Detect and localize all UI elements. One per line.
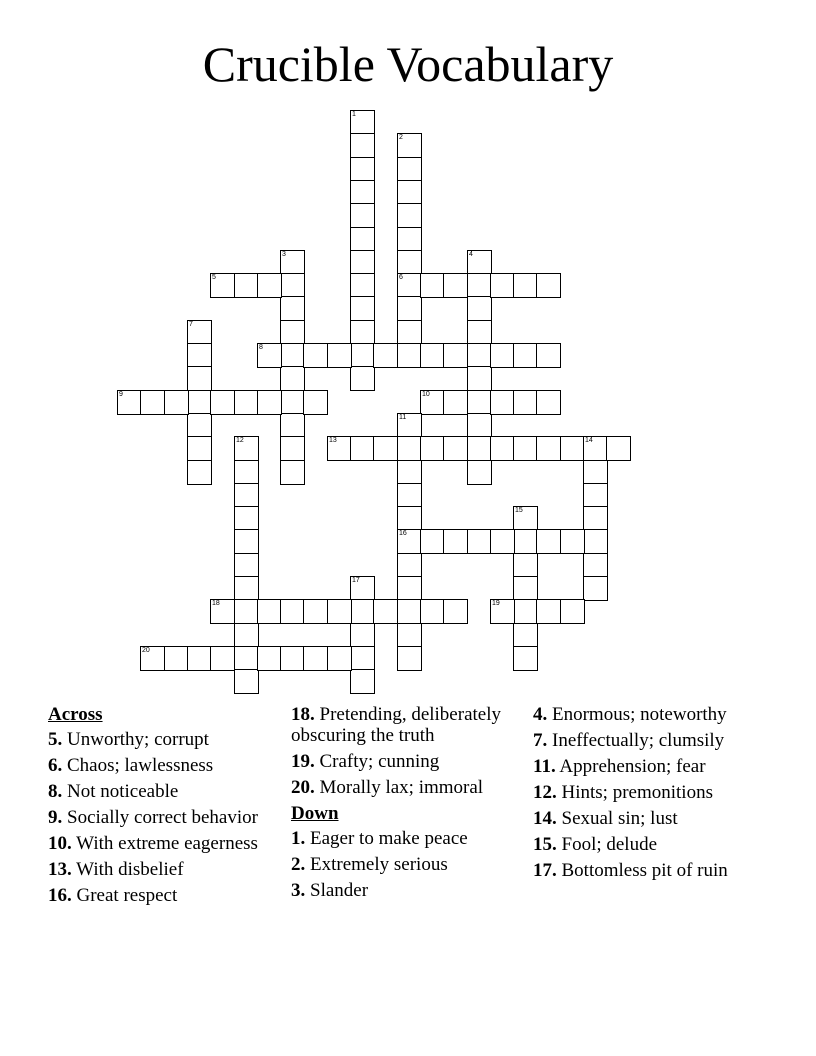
grid-cell[interactable] xyxy=(583,483,608,508)
grid-cell[interactable] xyxy=(490,529,515,554)
grid-cell[interactable] xyxy=(513,646,538,671)
grid-cell[interactable] xyxy=(234,623,259,648)
clue-number-label: 14. xyxy=(533,808,557,829)
grid-cell[interactable] xyxy=(234,529,259,554)
grid-cell[interactable] xyxy=(397,529,422,554)
clue-item xyxy=(291,854,531,875)
grid-cell[interactable] xyxy=(280,320,305,345)
grid-cell[interactable] xyxy=(606,436,631,461)
grid-cell[interactable] xyxy=(187,390,212,415)
clue-number-label: 8. xyxy=(48,781,63,802)
clue-number-label: 12. xyxy=(533,782,557,803)
grid-cell[interactable] xyxy=(280,599,305,624)
clue-number-label: 1. xyxy=(291,828,306,849)
grid-cell[interactable] xyxy=(257,273,282,298)
grid-cell[interactable] xyxy=(327,599,352,624)
grid-cell[interactable] xyxy=(583,553,608,578)
grid-cell[interactable] xyxy=(467,390,492,415)
grid-cell[interactable] xyxy=(280,296,305,321)
grid-cell[interactable] xyxy=(443,529,468,554)
grid-cell[interactable] xyxy=(234,390,259,415)
grid-cell[interactable] xyxy=(467,436,492,461)
grid-cell[interactable] xyxy=(280,366,305,391)
grid-cell[interactable] xyxy=(583,529,608,554)
grid-cell[interactable] xyxy=(397,646,422,671)
grid-cell[interactable] xyxy=(513,506,538,531)
grid-cell[interactable] xyxy=(397,576,422,601)
grid-cell[interactable] xyxy=(234,599,259,624)
grid-cell[interactable] xyxy=(490,436,515,461)
grid-cell[interactable] xyxy=(350,203,375,228)
grid-cell[interactable] xyxy=(303,390,328,415)
grid-cell[interactable] xyxy=(420,436,445,461)
clue-item xyxy=(48,729,288,750)
grid-cell[interactable] xyxy=(234,576,259,601)
grid-cell[interactable] xyxy=(350,320,375,345)
clue-number: 5 xyxy=(212,274,216,281)
grid-cell[interactable] xyxy=(280,413,305,438)
clue-text: Apprehension; fear xyxy=(555,756,706,777)
grid-cell[interactable] xyxy=(280,343,305,368)
clue-number: 1 xyxy=(352,111,356,118)
grid-cell[interactable] xyxy=(350,436,375,461)
clue-item xyxy=(48,833,288,854)
grid-cell[interactable] xyxy=(560,599,585,624)
grid-cell[interactable] xyxy=(210,599,235,624)
clue-column-2 xyxy=(291,704,531,906)
grid-cell[interactable] xyxy=(303,343,328,368)
grid-cell[interactable] xyxy=(420,390,445,415)
clue-number-label: 16. xyxy=(48,885,72,906)
clue-item xyxy=(533,756,768,777)
clue-number: 19 xyxy=(492,600,500,607)
grid-cell[interactable] xyxy=(467,296,492,321)
clue-text: With extreme eagerness xyxy=(71,833,258,854)
grid-cell[interactable] xyxy=(327,646,352,671)
clue-text: Crafty; cunning xyxy=(314,751,440,772)
grid-cell[interactable] xyxy=(560,529,585,554)
grid-cell[interactable] xyxy=(583,506,608,531)
grid-cell[interactable] xyxy=(327,343,352,368)
grid-cell[interactable] xyxy=(536,390,561,415)
grid-cell[interactable] xyxy=(443,343,468,368)
grid-cell[interactable] xyxy=(583,436,608,461)
grid-cell[interactable] xyxy=(280,273,305,298)
grid-cell[interactable] xyxy=(397,180,422,205)
grid-cell[interactable] xyxy=(350,366,375,391)
grid-cell[interactable] xyxy=(397,623,422,648)
grid-cell[interactable] xyxy=(350,599,375,624)
grid-cell[interactable] xyxy=(513,529,538,554)
clue-number-label: 4. xyxy=(533,704,548,725)
grid-cell[interactable] xyxy=(513,343,538,368)
clue-text: Fool; delude xyxy=(556,834,658,855)
clue-number: 15 xyxy=(515,507,523,514)
grid-cell[interactable] xyxy=(397,436,422,461)
grid-cell[interactable] xyxy=(467,413,492,438)
clue-number: 7 xyxy=(189,321,193,328)
grid-cell[interactable] xyxy=(187,460,212,485)
grid-cell[interactable] xyxy=(234,646,259,671)
clue-number: 13 xyxy=(329,437,337,444)
grid-cell[interactable] xyxy=(280,436,305,461)
grid-cell[interactable] xyxy=(140,390,165,415)
clue-number: 8 xyxy=(259,344,263,351)
clue-text: With disbelief xyxy=(71,859,184,880)
grid-cell[interactable] xyxy=(513,553,538,578)
clue-text: Eager to make peace xyxy=(305,828,468,849)
grid-cell[interactable] xyxy=(536,529,561,554)
grid-cell[interactable] xyxy=(350,623,375,648)
grid-cell[interactable] xyxy=(467,460,492,485)
clue-text: Ineffectually; clumsily xyxy=(547,730,725,751)
grid-cell[interactable] xyxy=(187,343,212,368)
grid-cell[interactable] xyxy=(467,273,492,298)
clue-item xyxy=(533,730,768,751)
grid-cell[interactable] xyxy=(187,366,212,391)
clue-number-label: 13. xyxy=(48,859,72,880)
clue-text: Not noticeable xyxy=(62,781,179,802)
clue-number: 2 xyxy=(399,134,403,141)
clue-number-label: 10. xyxy=(48,833,72,854)
clue-item xyxy=(291,751,531,772)
grid-cell[interactable] xyxy=(350,343,375,368)
clue-number: 3 xyxy=(282,251,286,258)
clue-number-label: 9. xyxy=(48,807,63,828)
grid-cell[interactable] xyxy=(397,599,422,624)
grid-cell[interactable] xyxy=(513,623,538,648)
clue-number-label: 18. xyxy=(291,704,315,725)
grid-cell[interactable] xyxy=(257,599,282,624)
grid-cell[interactable] xyxy=(234,273,259,298)
page-title: Crucible Vocabulary xyxy=(202,36,614,92)
clue-number: 10 xyxy=(422,391,430,398)
clue-column-3 xyxy=(533,704,768,886)
grid-cell[interactable] xyxy=(234,669,259,694)
clue-text: Morally lax; immoral xyxy=(314,777,484,798)
grid-cell[interactable] xyxy=(490,599,515,624)
clue-text: Enormous; noteworthy xyxy=(547,704,727,725)
clue-number-label: 7. xyxy=(533,730,548,751)
grid-cell[interactable] xyxy=(164,646,189,671)
grid-cell[interactable] xyxy=(397,133,422,158)
grid-cell[interactable] xyxy=(187,413,212,438)
grid-cell[interactable] xyxy=(420,343,445,368)
clue-number: 17 xyxy=(352,577,360,584)
grid-cell[interactable] xyxy=(350,157,375,182)
clue-number: 11 xyxy=(399,414,407,421)
grid-cell[interactable] xyxy=(373,599,398,624)
grid-cell[interactable] xyxy=(350,110,375,135)
grid-cell[interactable] xyxy=(210,390,235,415)
grid-cell[interactable] xyxy=(280,390,305,415)
grid-cell[interactable] xyxy=(350,250,375,275)
grid-cell[interactable] xyxy=(117,390,142,415)
grid-cell[interactable] xyxy=(467,366,492,391)
grid-cell[interactable] xyxy=(397,203,422,228)
clue-number: 12 xyxy=(236,437,244,444)
grid-cell[interactable] xyxy=(583,576,608,601)
grid-cell[interactable] xyxy=(257,390,282,415)
clue-item xyxy=(533,704,768,725)
grid-cell[interactable] xyxy=(443,390,468,415)
grid-cell[interactable] xyxy=(187,320,212,345)
grid-cell[interactable] xyxy=(420,273,445,298)
grid-cell[interactable] xyxy=(397,157,422,182)
down-header: Down xyxy=(291,803,339,824)
grid-cell[interactable] xyxy=(280,460,305,485)
clue-number-label: 17. xyxy=(533,860,557,881)
grid-cell[interactable] xyxy=(490,343,515,368)
clue-item xyxy=(533,782,768,803)
grid-cell[interactable] xyxy=(397,506,422,531)
grid-cell[interactable] xyxy=(397,227,422,252)
grid-cell[interactable] xyxy=(210,273,235,298)
clue-number: 20 xyxy=(142,647,150,654)
clue-number: 6 xyxy=(399,274,403,281)
grid-cell[interactable] xyxy=(443,273,468,298)
clue-item xyxy=(48,755,288,776)
grid-cell[interactable] xyxy=(397,320,422,345)
grid-cell[interactable] xyxy=(536,343,561,368)
clue-text: Pretending, deliberately obscuring the truth xyxy=(291,704,501,746)
grid-cell[interactable] xyxy=(257,343,282,368)
clue-number: 4 xyxy=(469,251,473,258)
clue-item xyxy=(533,860,768,881)
grid-cell[interactable] xyxy=(350,646,375,671)
grid-cell[interactable] xyxy=(397,483,422,508)
grid-cell[interactable] xyxy=(583,460,608,485)
grid-cell[interactable] xyxy=(420,599,445,624)
grid-cell[interactable] xyxy=(513,576,538,601)
clue-item xyxy=(48,781,288,802)
grid-cell[interactable] xyxy=(536,273,561,298)
clue-text: Socially correct behavior xyxy=(62,807,258,828)
clue-item xyxy=(291,777,531,798)
grid-cell[interactable] xyxy=(397,413,422,438)
grid-cell[interactable] xyxy=(350,133,375,158)
clue-column-1 xyxy=(48,704,288,911)
clue-item xyxy=(48,885,288,906)
clue-text: Bottomless pit of ruin xyxy=(556,860,728,881)
grid-cell[interactable] xyxy=(234,483,259,508)
clue-number-label: 2. xyxy=(291,854,306,875)
grid-cell[interactable] xyxy=(443,599,468,624)
grid-cell[interactable] xyxy=(234,460,259,485)
grid-cell[interactable] xyxy=(164,390,189,415)
grid-cell[interactable] xyxy=(257,646,282,671)
grid-cell[interactable] xyxy=(513,436,538,461)
grid-cell[interactable] xyxy=(420,529,445,554)
grid-cell[interactable] xyxy=(350,227,375,252)
grid-cell[interactable] xyxy=(327,436,352,461)
grid-cell[interactable] xyxy=(467,320,492,345)
clue-text: Unworthy; corrupt xyxy=(62,729,209,750)
grid-cell[interactable] xyxy=(467,343,492,368)
clue-text: Great respect xyxy=(71,885,178,906)
grid-cell[interactable] xyxy=(140,646,165,671)
grid-cell[interactable] xyxy=(350,576,375,601)
clue-text: Hints; premonitions xyxy=(556,782,713,803)
clue-number-label: 19. xyxy=(291,751,315,772)
grid-cell[interactable] xyxy=(350,296,375,321)
across-header: Across xyxy=(48,704,103,725)
grid-cell[interactable] xyxy=(397,343,422,368)
grid-cell[interactable] xyxy=(373,436,398,461)
grid-cell[interactable] xyxy=(350,273,375,298)
grid-cell[interactable] xyxy=(536,436,561,461)
grid-cell[interactable] xyxy=(397,460,422,485)
grid-cell[interactable] xyxy=(513,390,538,415)
grid-cell[interactable] xyxy=(467,529,492,554)
grid-cell[interactable] xyxy=(234,506,259,531)
clue-text: Extremely serious xyxy=(305,854,448,875)
grid-cell[interactable] xyxy=(467,250,492,275)
clue-number-label: 5. xyxy=(48,729,63,750)
clue-number-label: 3. xyxy=(291,880,306,901)
grid-cell[interactable] xyxy=(513,599,538,624)
grid-cell[interactable] xyxy=(234,553,259,578)
clue-item xyxy=(48,859,288,880)
grid-cell[interactable] xyxy=(210,646,235,671)
clue-number-label: 20. xyxy=(291,777,315,798)
clue-text: Sexual sin; lust xyxy=(556,808,678,829)
clue-number: 16 xyxy=(399,530,407,537)
clue-item xyxy=(291,828,531,849)
grid-cell[interactable] xyxy=(397,273,422,298)
clue-item xyxy=(48,807,288,828)
grid-cell[interactable] xyxy=(560,436,585,461)
clue-text: Chaos; lawlessness xyxy=(62,755,214,776)
grid-cell[interactable] xyxy=(443,436,468,461)
clue-item xyxy=(533,834,768,855)
grid-cell[interactable] xyxy=(187,436,212,461)
clue-item xyxy=(291,880,531,901)
clue-number-label: 15. xyxy=(533,834,557,855)
grid-cell[interactable] xyxy=(350,180,375,205)
clue-number: 14 xyxy=(585,437,593,444)
grid-cell[interactable] xyxy=(397,250,422,275)
clue-item xyxy=(533,808,768,829)
grid-cell[interactable] xyxy=(373,343,398,368)
grid-cell[interactable] xyxy=(234,436,259,461)
grid-cell[interactable] xyxy=(397,296,422,321)
grid-cell[interactable] xyxy=(536,599,561,624)
grid-cell[interactable] xyxy=(303,599,328,624)
clue-number-label: 6. xyxy=(48,755,63,776)
grid-cell[interactable] xyxy=(513,273,538,298)
grid-cell[interactable] xyxy=(490,390,515,415)
grid-cell[interactable] xyxy=(490,273,515,298)
clue-number: 9 xyxy=(119,391,123,398)
clue-item xyxy=(291,704,531,746)
grid-cell[interactable] xyxy=(280,646,305,671)
clue-text: Slander xyxy=(305,880,369,901)
grid-cell[interactable] xyxy=(303,646,328,671)
clue-number-label: 11. xyxy=(533,756,556,777)
grid-cell[interactable] xyxy=(187,646,212,671)
grid-cell[interactable] xyxy=(280,250,305,275)
clue-number: 18 xyxy=(212,600,220,607)
grid-cell[interactable] xyxy=(397,553,422,578)
grid-cell[interactable] xyxy=(350,669,375,694)
